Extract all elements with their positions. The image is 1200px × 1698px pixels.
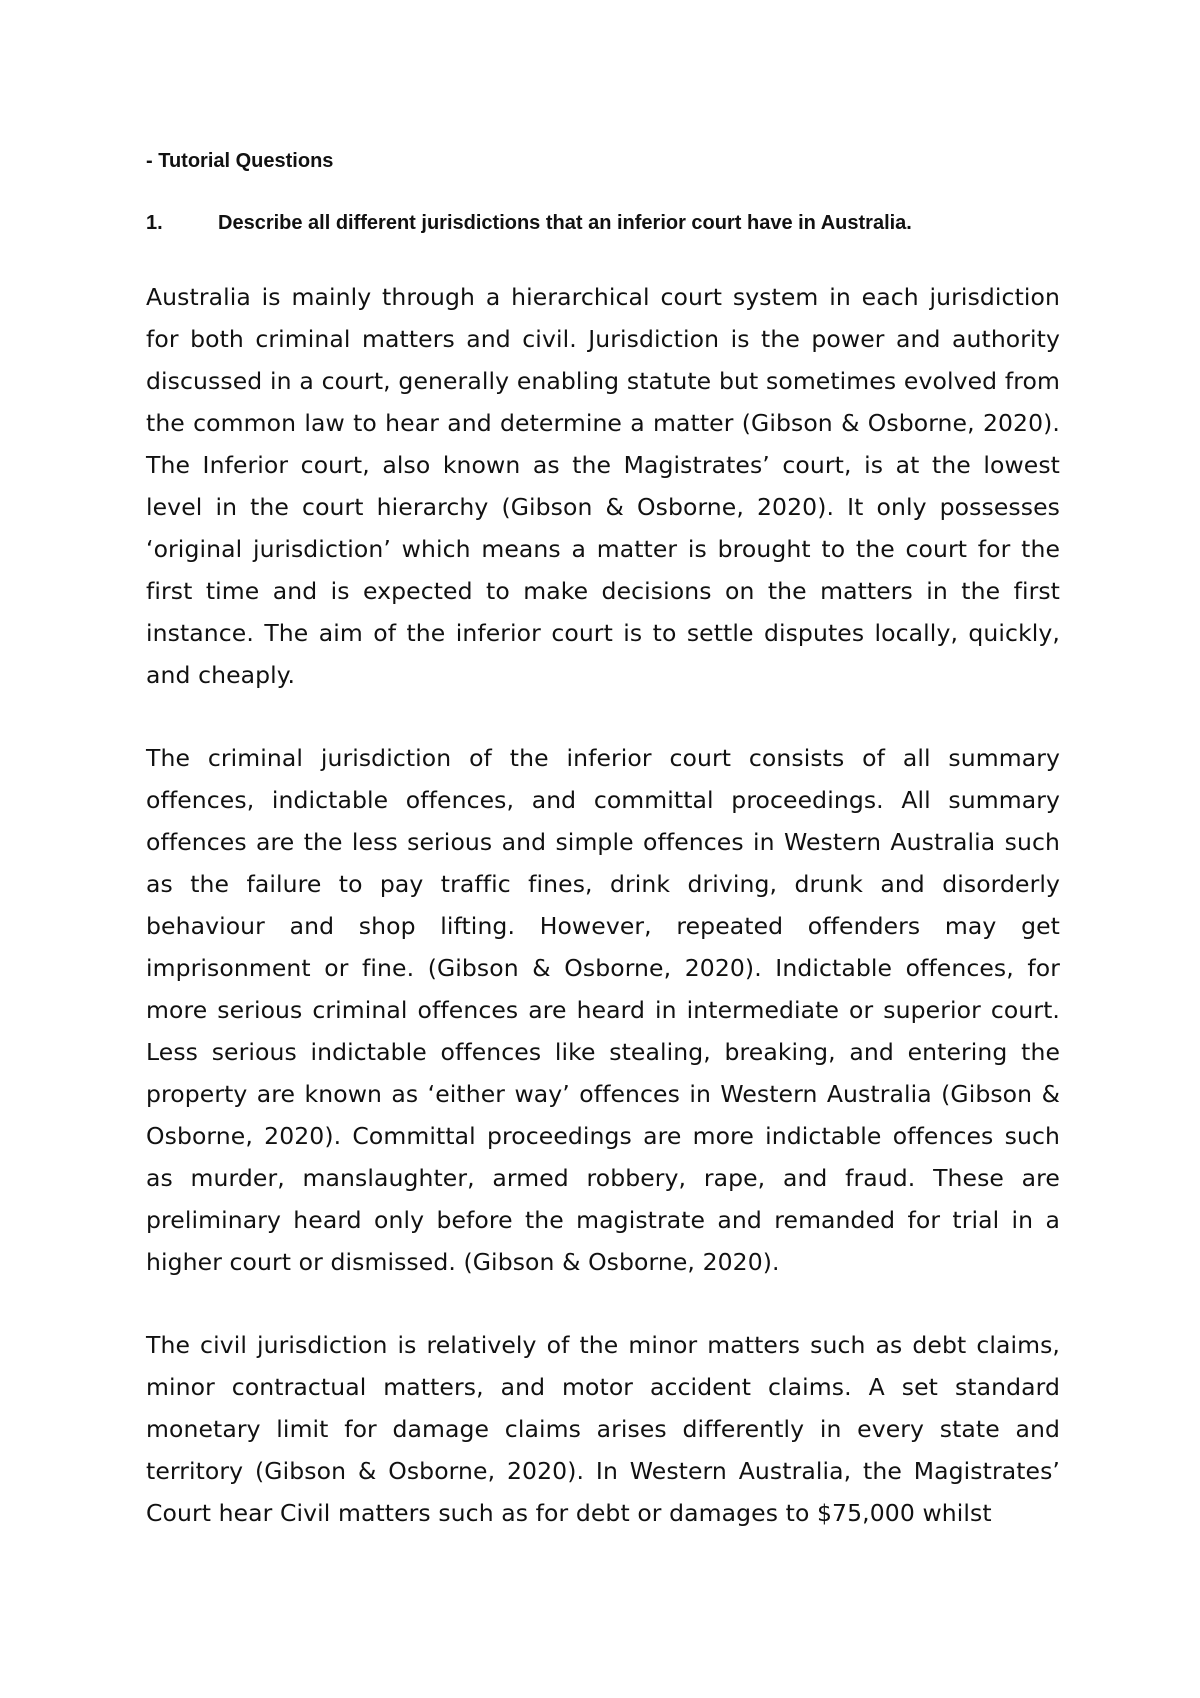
answer-body bbox=[146, 276, 1060, 1575]
section-heading: - Tutorial Questions bbox=[146, 150, 334, 172]
paragraph-criminal-jurisdiction: The criminal jurisdiction of the inferior court consists of all summary offences, indictable offences, and committal proceedings. All summary offences are the less serious and simple offences in Western Australia such as the failure to pay traffic fines, drink driving, drunk and disorderly behaviour and shop lifting. However, repeated offenders may get imprisonment or fine. (Gibson & Osborne, 2020). Indictable offences, for more serious criminal offences are heard in intermediate or superior court. Less serious indictable offences like stealing, breaking, and entering the property are known as ‘either way’ offences in Western Australia (Gibson & Osborne, 2020). Committal proceedings are more indictable offences such as murder, manslaughter, armed robbery, rape, and fraud. These are preliminary heard only before the magistrate and remanded for trial in a higher court or dismissed. (Gibson & Osborne, 2020). bbox=[146, 744, 1060, 1276]
question-text: Describe all different jurisdictions that an inferior court have in Australia. bbox=[218, 212, 912, 234]
question-number: 1. bbox=[146, 212, 163, 234]
tutorial-question bbox=[146, 210, 1046, 236]
paragraph-overview: Australia is mainly through a hierarchical court system in each jurisdiction for both criminal matters and civil. Jurisdiction is the power and authority discussed in a court, generally enabling statute but sometimes evolved from the common law to hear and determine a matter (Gibson & Osborne, 2020). The Inferior court, also known as the Magistrates’ court, is at the lowest level in the court hierarchy (Gibson & Osborne, 2020). It only possesses ‘original jurisdiction’ which means a matter is brought to the court for the first time and is expected to make decisions on the matters in the first instance. The aim of the inferior court is to settle disputes locally, quickly, and cheaply. bbox=[146, 283, 1060, 689]
paragraph-civil-jurisdiction: The civil jurisdiction is relatively of the minor matters such as debt claims, minor contractual matters, and motor accident claims. A set standard monetary limit for damage claims arises differently in every state and territory (Gibson & Osborne, 2020). In Western Australia, the Magistrates’ Court hear Civil matters such as for debt or damages to $75,000 whilst bbox=[146, 1331, 1060, 1527]
